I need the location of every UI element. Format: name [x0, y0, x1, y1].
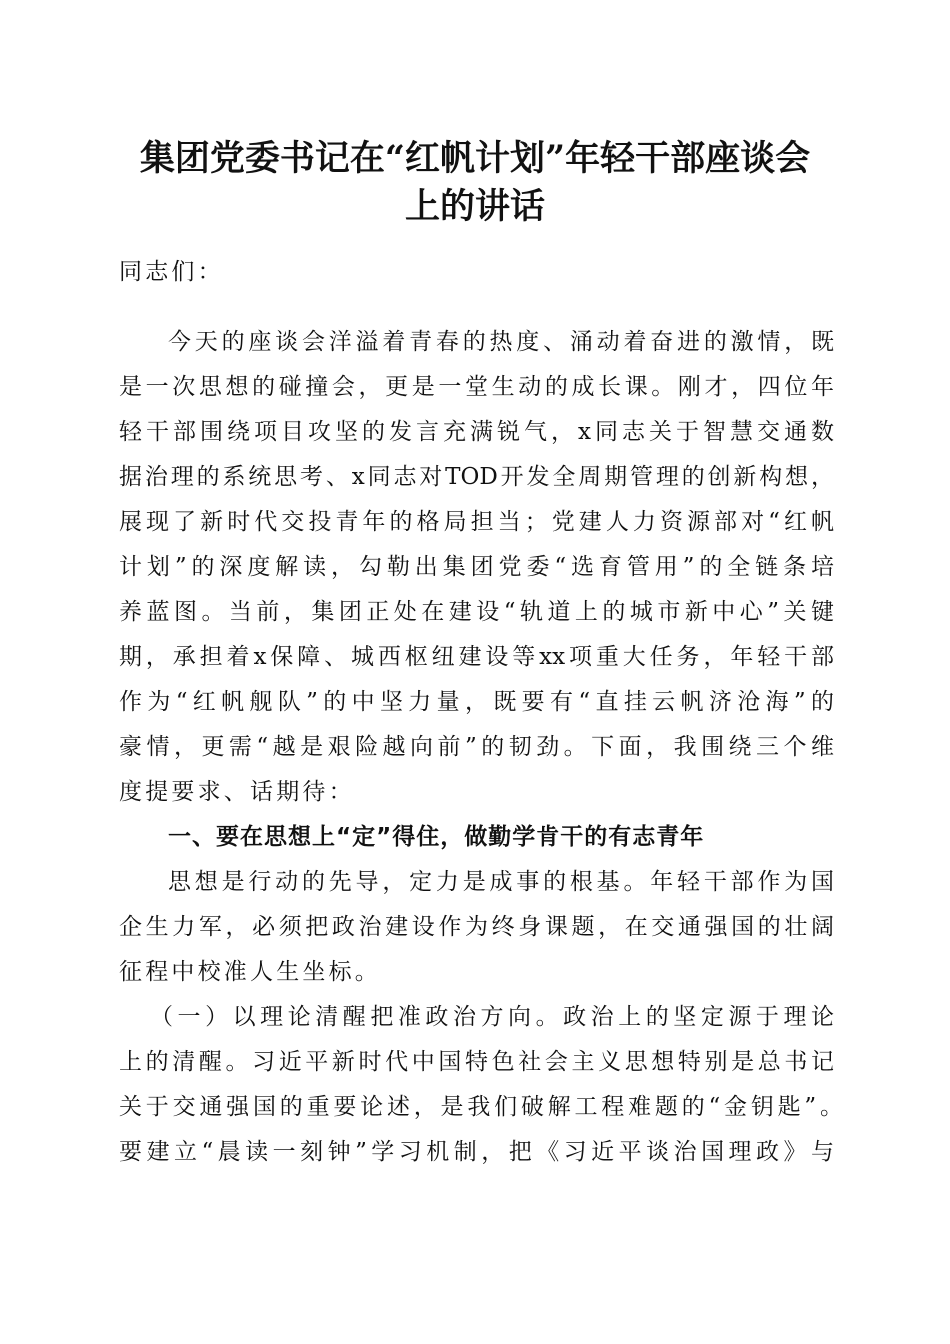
subsection-1-first-line: [150, 1001, 834, 1033]
intro-line-10: 豪情，更需“越是艰险越向前”的韧劲。下面，我围绕三个维: [119, 734, 834, 760]
intro-line-1: 今天的座谈会洋溢着青春的热度、涌动着奋进的激情，既: [168, 329, 834, 355]
intro-line-3: 轻干部围绕项目攻坚的发言充满锐气，x同志关于智慧交通数: [119, 419, 834, 445]
intro-line-8: 期，承担着x保障、城西枢纽建设等xx项重大任务，年轻干部: [119, 644, 834, 670]
intro-line-2: 是一次思想的碰撞会，更是一堂生动的成长课。刚才，四位年: [119, 374, 834, 400]
document-title-line-1: 集团党委书记在“红帆计划”年轻干部座谈会: [139, 138, 811, 179]
document-title-line-2: 上的讲话: [404, 186, 545, 227]
subsection-1-line-2: 上的清醒。习近平新时代中国特色社会主义思想特别是总书记: [119, 1049, 834, 1075]
subsection-1-first-line-rest: 政治上的坚定源于理论: [563, 1004, 835, 1030]
salutation: 同志们：: [119, 259, 224, 285]
intro-line-9: 作为“红帆舰队”的中坚力量，既要有“直挂云帆济沧海”的: [119, 689, 834, 715]
intro-line-7: 养蓝图。当前，集团正处在建设“轨道上的城市新中心”关键: [119, 599, 834, 625]
section-1-line-2: 企生力军，必须把政治建设作为终身课题，在交通强国的壮阔: [119, 914, 834, 940]
subsection-1-line-4: 要建立“晨读一刻钟”学习机制，把《习近平谈治国理政》与: [119, 1139, 834, 1165]
intro-line-6: 计划”的深度解读，勾勒出集团党委“选育管用”的全链条培: [119, 554, 834, 580]
subsection-1-label: （一）以理论清醒把准政治方向。: [150, 1004, 564, 1030]
subsection-1-line-3: 关于交通强国的重要论述，是我们破解工程难题的“金钥匙”。: [119, 1094, 843, 1120]
intro-line-4: 据治理的系统思考、x同志对TOD开发全周期管理的创新构想，: [119, 464, 834, 490]
intro-line-5: 展现了新时代交投青年的格局担当；党建人力资源部对“红帆: [119, 509, 834, 535]
section-1-line-3: 征程中校准人生坐标。: [119, 959, 381, 985]
section-1-heading: 一、要在思想上“定”得住，做勤学肯干的有志青年: [168, 824, 705, 850]
section-1-line-1: 思想是行动的先导，定力是成事的根基。年轻干部作为国: [168, 869, 834, 895]
intro-line-11: 度提要求、话期待：: [119, 779, 355, 805]
